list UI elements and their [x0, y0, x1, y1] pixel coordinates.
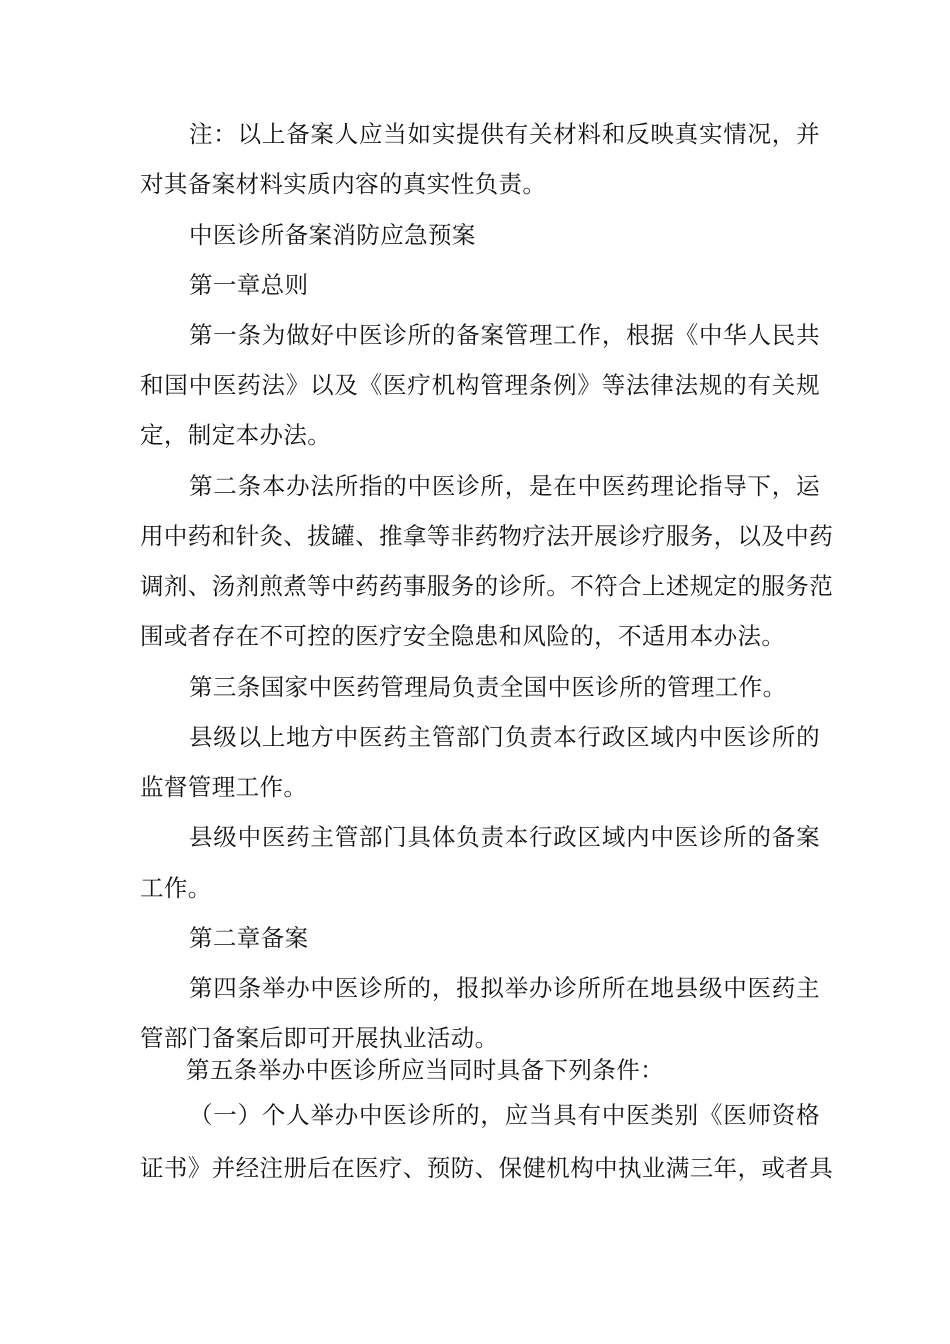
text-line: 围或者存在不可控的医疗安全隐患和风险的，不适用本办法。: [140, 622, 786, 650]
section-title: 中医诊所备案消防应急预案: [189, 221, 476, 249]
text-line: 第四条举办中医诊所的，报拟举办诊所所在地县级中医药主: [189, 974, 820, 1002]
text-line: 县级以上地方中医药主管部门负责本行政区域内中医诊所的: [189, 723, 820, 751]
chapter-heading: 第一章总则: [189, 271, 309, 299]
text-line: 用中药和针灸、拔罐、推拿等非药物疗法开展诊疗服务，以及中药: [140, 522, 834, 550]
text-line: 第一条为做好中医诊所的备案管理工作，根据《中华人民共: [189, 321, 820, 349]
text-line: 对其备案材料实质内容的真实性负责。: [140, 170, 547, 198]
text-line: 定，制定本办法。: [140, 421, 332, 449]
text-line: 工作。: [140, 874, 212, 902]
text-line: 第二条本办法所指的中医诊所，是在中医药理论指导下，运: [189, 472, 820, 500]
chapter-heading: 第二章备案: [189, 924, 309, 952]
text-line: 证书》并经注册后在医疗、预防、保健机构中执业满三年，或者具: [140, 1154, 834, 1182]
text-line: 监督管理工作。: [140, 773, 308, 801]
text-line: 和国中医药法》以及《医疗机构管理条例》等法律法规的有关规: [140, 371, 820, 399]
text-line: 管部门备案后即可开展执业活动。: [140, 1024, 499, 1052]
text-line: 注：以上备案人应当如实提供有关材料和反映真实情况，并: [189, 120, 820, 148]
text-line: 第五条举办中医诊所应当同时具备下列条件：: [186, 1056, 664, 1084]
text-line: 第三条国家中医药管理局负责全国中医诊所的管理工作。: [189, 673, 787, 701]
text-line: （一）个人举办中医诊所的，应当具有中医类别《医师资格: [189, 1101, 820, 1129]
text-line: 县级中医药主管部门具体负责本行政区域内中医诊所的备案: [189, 823, 820, 851]
text-line: 调剂、汤剂煎煮等中药药事服务的诊所。不符合上述规定的服务范: [140, 572, 834, 600]
